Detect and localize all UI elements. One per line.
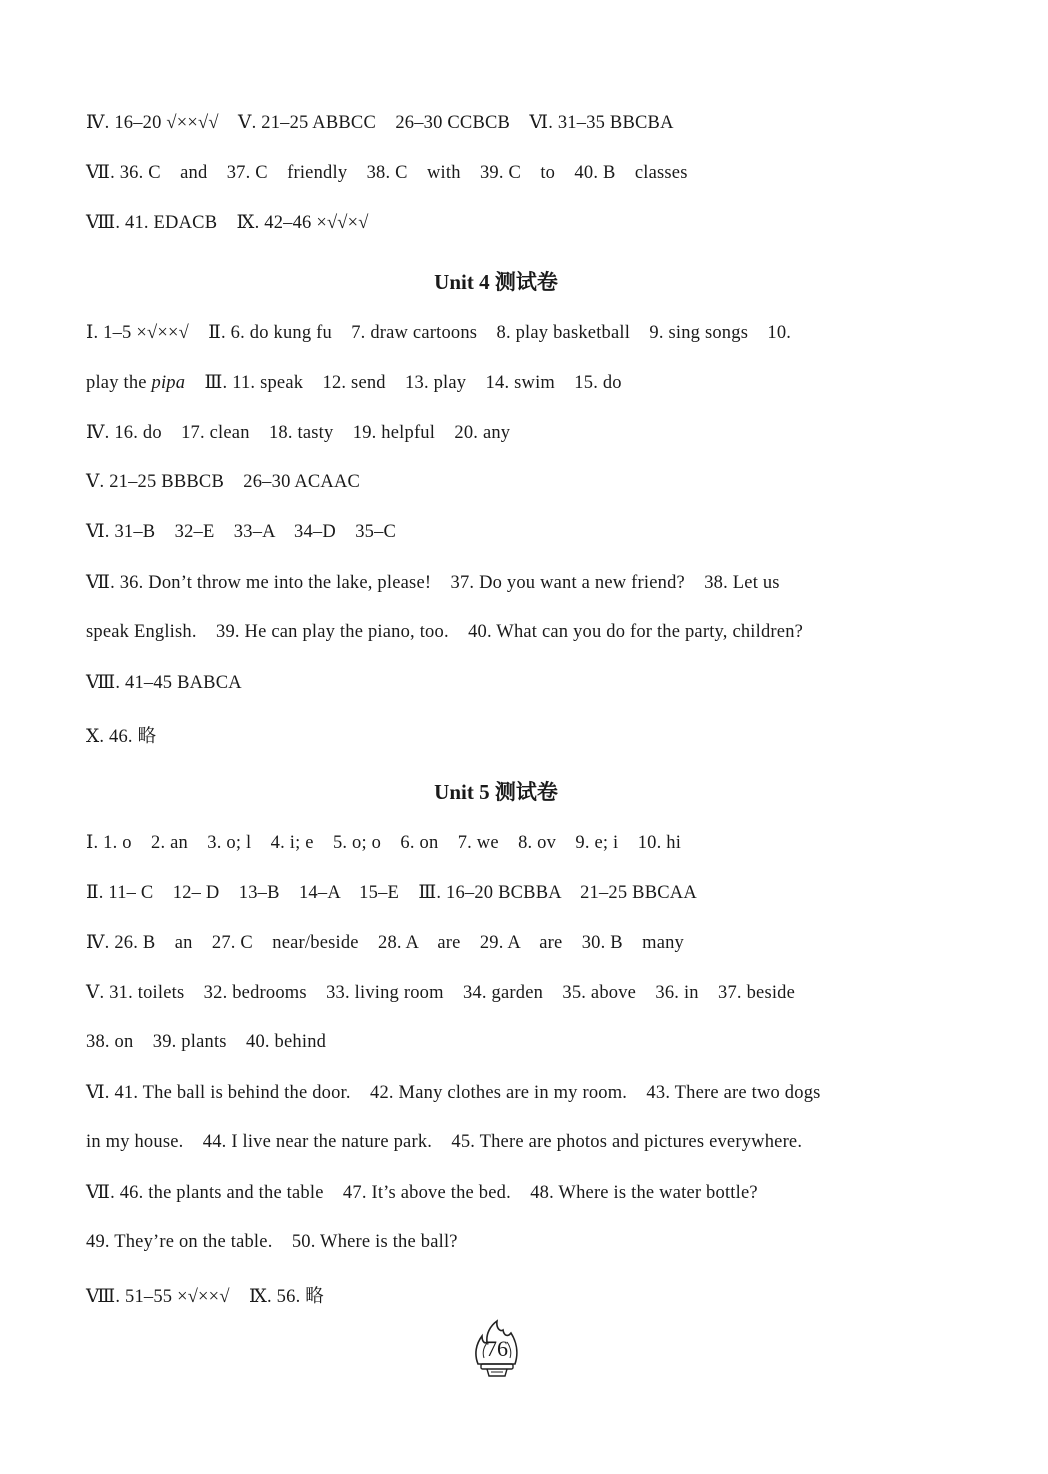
answer-line: Ⅶ. 46. the plants and the table 47. It’s above the bed. 48. Where is the water bottle? [86, 1183, 758, 1203]
answer-text: play the [86, 373, 152, 393]
answer-line: Ⅹ. 46. 略 [86, 727, 157, 747]
answer-line: Ⅷ. 41. EDACB Ⅸ. 42–46 ×√√×√ [86, 213, 369, 233]
answer-line: Ⅱ. 11– C 12– D 13–B 14–A 15–E Ⅲ. 16–20 BCBBA 21–25 BBCAA [86, 883, 697, 903]
answer-italic-word: pipa [151, 373, 186, 393]
answer-line: Ⅳ. 16–20 √××√√ Ⅴ. 21–25 ABBCC 26–30 CCBCB Ⅵ. 31–35 BBCBA [86, 113, 674, 133]
section-title: Unit 5 测试卷 [434, 780, 558, 804]
page-number-badge [470, 1318, 524, 1380]
answer-line: Ⅳ. 26. B an 27. C near/beside 28. A are 29. A are 30. B many [86, 933, 684, 953]
answer-line: Ⅷ. 41–45 BABCA [86, 673, 242, 693]
answer-line: Ⅶ. 36. Don’t throw me into the lake, please! 37. Do you want a new friend? 38. Let us [86, 573, 780, 593]
answer-line: 49. They’re on the table. 50. Where is the ball? [86, 1232, 458, 1252]
answer-line: in my house. 44. I live near the nature park. 45. There are photos and pictures everywhere. [86, 1132, 803, 1152]
answer-text: Ⅲ. 11. speak 12. send 13. play 14. swim 15. do [185, 373, 622, 393]
answer-line: Ⅴ. 21–25 BBBCB 26–30 ACAAC [86, 472, 361, 492]
answer-line: Ⅵ. 41. The ball is behind the door. 42. Many clothes are in my room. 43. There are two dogs [86, 1083, 821, 1103]
answer-line: Ⅳ. 16. do 17. clean 18. tasty 19. helpful 20. any [86, 423, 511, 443]
answer-line: 38. on 39. plants 40. behind [86, 1032, 327, 1052]
answer-line: Ⅰ. 1–5 ×√××√ Ⅱ. 6. do kung fu 7. draw cartoons 8. play basketball 9. sing songs 10. [86, 323, 792, 343]
answer-line: Ⅵ. 31–B 32–E 33–A 34–D 35–C [86, 522, 397, 542]
answer-line: Ⅷ. 51–55 ×√××√ Ⅸ. 56. 略 [86, 1287, 324, 1307]
answer-line: Ⅴ. 31. toilets 32. bedrooms 33. living room 34. garden 35. above 36. in 37. beside [86, 983, 796, 1003]
answer-line: speak English. 39. He can play the piano, too. 40. What can you do for the party, children? [86, 622, 804, 642]
answer-line: Ⅶ. 36. C and 37. C friendly 38. C with 39. C to 40. B classes [86, 163, 688, 183]
page-number: 76 [486, 1336, 508, 1361]
answer-line: Ⅰ. 1. o 2. an 3. o; l 4. i; e 5. o; o 6. on 7. we 8. ov 9. e; i 10. hi [86, 833, 682, 853]
section-title: Unit 4 测试卷 [434, 270, 558, 294]
answer-line [86, 372, 622, 394]
